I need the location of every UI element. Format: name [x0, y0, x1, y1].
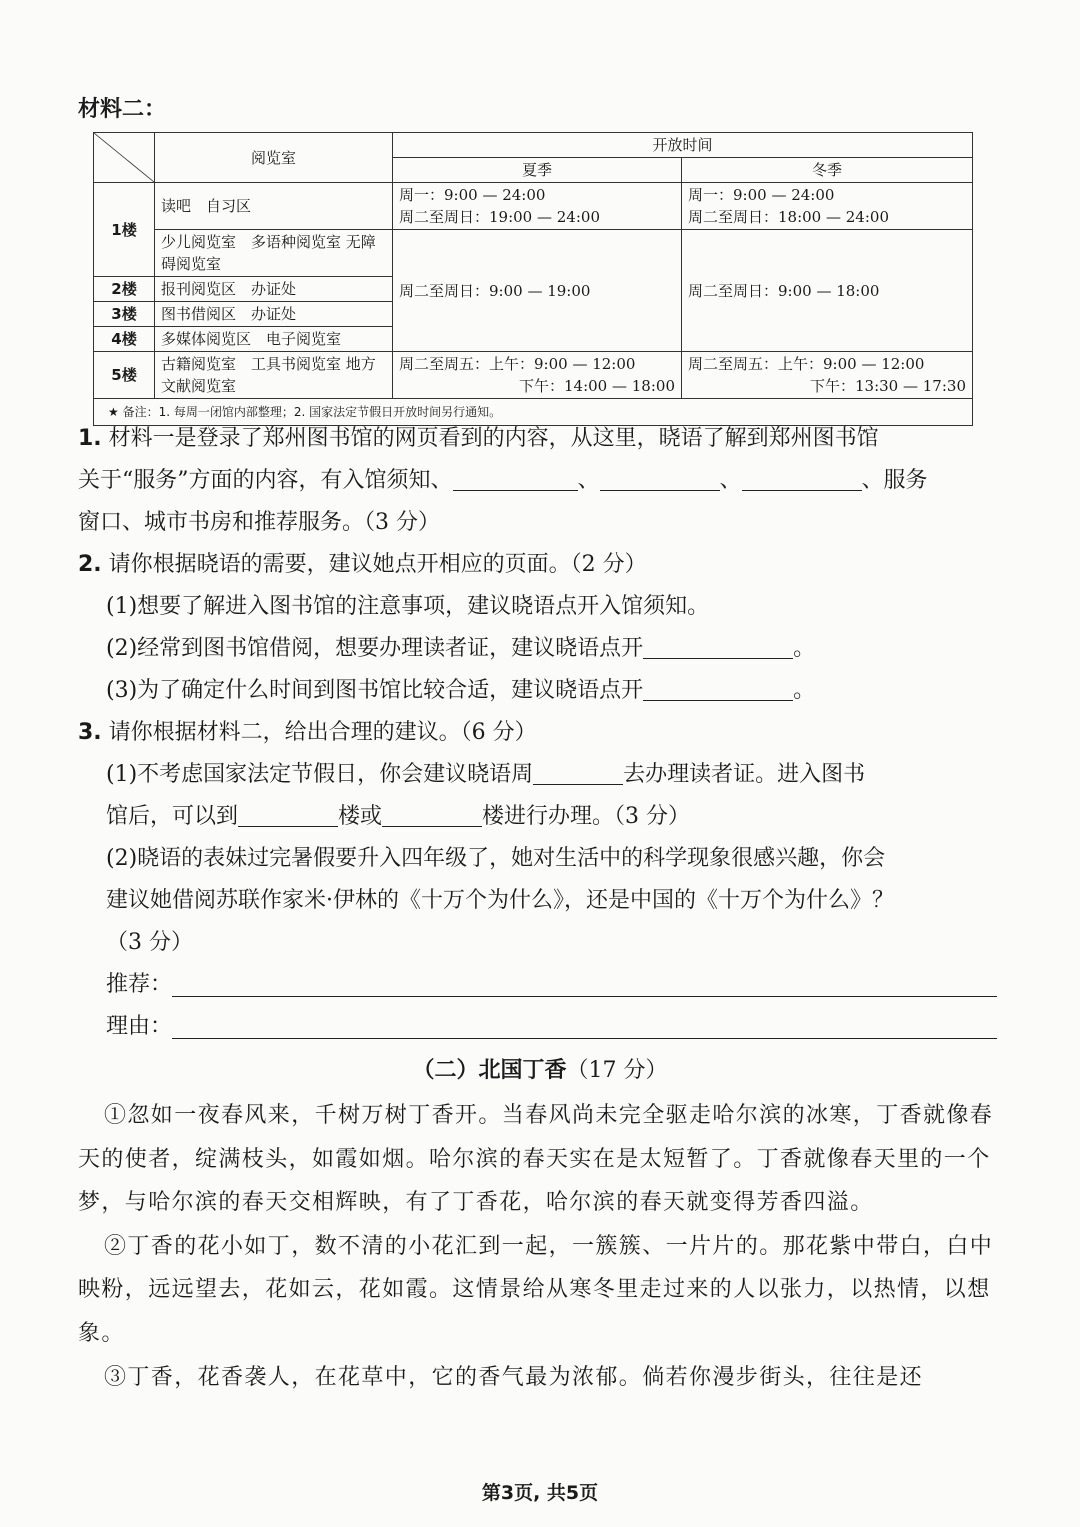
summer-1a-line2: 周二至周日：19:00 — 24:00 [399, 208, 600, 226]
passage [78, 1094, 1003, 1399]
winter-5-line1: 周二至周五：上午：9:00 — 12:00 [688, 355, 925, 373]
summer-1a-line1: 周一：9:00 — 24:00 [399, 186, 546, 204]
room-1b: 少儿阅览室 多语种阅览室 无障碍阅览室 [155, 230, 393, 277]
passage-paragraph-1: ①忽如一夜春风来，千树万树丁香开。当春风尚未完全驱走哈尔滨的冰寒，丁香就像春天的使者，绽满枝头，如霞如烟。哈尔滨的春天实在是太短暂了。丁香就像春天里的一个梦，与哈尔滨的春天交相辉映，有了丁香花，哈尔滨的春天就变得芳香四溢。 [78, 1103, 994, 1216]
q2-number: 2. [78, 552, 102, 577]
q3-sub-1-text-b: 去办理读者证。进入图书 [623, 762, 866, 787]
table-note: ★ 备注：1. 每周一闭馆内部整理；2. 国家法定节假日开放时间另行通知。 [94, 399, 973, 426]
room-3: 图书借阅区 办证处 [155, 302, 393, 327]
page-number: 第3页, 共5页 [481, 1482, 599, 1504]
passage-paragraph-2: ②丁香的花小如丁，数不清的小花汇到一起，一簇簇、一片片的。那花紫中带白，白中映粉，远远望去，花如云，花如霞。这情景给从寒冬里走过来的人以张力，以热情，以想象。 [78, 1233, 994, 1346]
q3-sub-1-text-c: 馆后，可以到 [106, 804, 239, 829]
table-corner-cell [94, 133, 155, 183]
question-1 [78, 418, 998, 544]
section-title-text: （二）北国丁香 [412, 1057, 567, 1083]
room-4: 多媒体阅览区 电子阅览室 [155, 327, 393, 352]
question-2 [78, 544, 998, 712]
q1-line1 [78, 418, 998, 460]
floor-2-label: 2楼 [94, 277, 155, 302]
room-1a: 读吧 自习区 [155, 183, 393, 230]
q3-recommend-line [78, 964, 998, 1006]
q3-recommend-answer[interactable] [172, 968, 997, 997]
q1-sep-2: 、 [719, 468, 742, 493]
winter-1a-line2: 周二至周日：18:00 — 24:00 [688, 208, 889, 226]
q3-reason-line [78, 1006, 998, 1048]
floor-3-label: 3楼 [94, 302, 155, 327]
q1-line2 [78, 460, 998, 502]
winter-1a-line1: 周一：9:00 — 24:00 [688, 186, 835, 204]
q1-sep-1: 、 [577, 468, 600, 493]
open-time-header: 开放时间 [393, 133, 973, 158]
floor-5-label: 5楼 [94, 352, 155, 399]
q2-blank-1[interactable] [643, 632, 793, 659]
q3-reason-label: 理由： [106, 1014, 173, 1039]
reading-room-header: 阅览室 [155, 133, 393, 183]
q2-period-1: 。 [793, 636, 816, 661]
material-two-title: 材料二： [78, 97, 167, 122]
q3-sub-1-text-d: 楼或 [338, 804, 383, 829]
winter-hours-1a [682, 183, 973, 230]
q2-period-2: 。 [793, 678, 816, 703]
q3-sub-1-text-e: 楼进行办理。（3 分） [482, 804, 691, 829]
summer-header: 夏季 [393, 158, 682, 183]
question-3 [78, 712, 998, 1048]
winter-hours-5 [682, 352, 973, 399]
q1-text-line2b: 、服务 [861, 468, 928, 493]
winter-5-line2: 下午：13:30 — 17:30 [810, 377, 966, 395]
q1-number: 1. [78, 426, 102, 451]
summer-5-line1: 周二至周五：上午：9:00 — 12:00 [399, 355, 636, 373]
q2-sub-1: (1)想要了解进入图书馆的注意事项，建议晓语点开入馆须知。 [106, 594, 710, 619]
q3-sub-2-line2: 建议她借阅苏联作家米·伊林的《十万个为什么》，还是中国的《十万个为什么》？ [106, 888, 894, 913]
summer-5-line2: 下午：14:00 — 18:00 [519, 377, 675, 395]
q2-sub-3-text: (3)为了确定什么时间到图书馆比较合适，建议晓语点开 [106, 678, 644, 703]
passage-paragraph-3: ③丁香，花香袭人，在花草中，它的香气最为浓郁。倘若你漫步街头，往往是还 [104, 1364, 924, 1390]
q3-blank-floor-2[interactable] [382, 800, 482, 827]
q3-number: 3. [78, 720, 102, 745]
floor-1-label: 1楼 [94, 183, 155, 277]
q1-blank-3[interactable] [742, 464, 862, 491]
q2-stem: 请你根据晓语的需要，建议她点开相应的页面。（2 分） [108, 552, 647, 577]
q2-stem-line [78, 544, 998, 586]
q2-sub-2-text: (2)经常到图书馆借阅，想要办理读者证，建议晓语点开 [106, 636, 644, 661]
q3-stem-line [78, 712, 998, 754]
q3-recommend-label: 推荐： [106, 972, 173, 997]
winter-header: 冬季 [682, 158, 973, 183]
q3-sub-2-line1: (2)晓语的表妹过完暑假要升入四年级了，她对生活中的科学现象很感兴趣，你会 [106, 846, 886, 871]
q1-line3: 窗口、城市书房和推荐服务。（3 分） [78, 510, 440, 535]
q1-blank-1[interactable] [453, 464, 578, 491]
section-score: （17 分） [566, 1058, 668, 1083]
q3-stem: 请你根据材料二，给出合理的建议。（6 分） [108, 720, 537, 745]
summer-hours-1a [393, 183, 682, 230]
opening-hours-table [93, 132, 973, 426]
floor-4-label: 4楼 [94, 327, 155, 352]
q2-sub-2 [78, 628, 998, 670]
q2-sub-3 [78, 670, 998, 712]
q2-blank-2[interactable] [643, 674, 793, 701]
summer-hours-mid: 周二至周日：9:00 — 19:00 [393, 230, 682, 352]
q3-sub-1-text-a: (1)不考虑国家法定节假日，你会建议晓语周 [106, 762, 534, 787]
room-2: 报刊阅览区 办证处 [155, 277, 393, 302]
summer-hours-5 [393, 352, 682, 399]
q3-blank-weekday[interactable] [533, 758, 623, 785]
q1-text-line1: 材料一是登录了郑州图书馆的网页看到的内容，从这里，晓语了解到郑州图书馆 [108, 426, 879, 451]
diagonal-line-icon [94, 133, 154, 182]
winter-hours-mid: 周二至周日：9:00 — 18:00 [682, 230, 973, 352]
q3-reason-answer[interactable] [172, 1010, 997, 1039]
room-5: 古籍阅览室 工具书阅览室 地方文献阅览室 [155, 352, 393, 399]
q3-blank-floor-1[interactable] [238, 800, 338, 827]
q3-sub-1-line1 [78, 754, 998, 796]
q1-blank-2[interactable] [600, 464, 720, 491]
q3-sub-2-line3: （3 分） [106, 930, 193, 955]
q3-sub-1-line2 [78, 796, 998, 838]
q1-text-line2a: 关于“服务”方面的内容，有入馆须知、 [78, 468, 453, 493]
section-title [0, 1050, 1080, 1091]
